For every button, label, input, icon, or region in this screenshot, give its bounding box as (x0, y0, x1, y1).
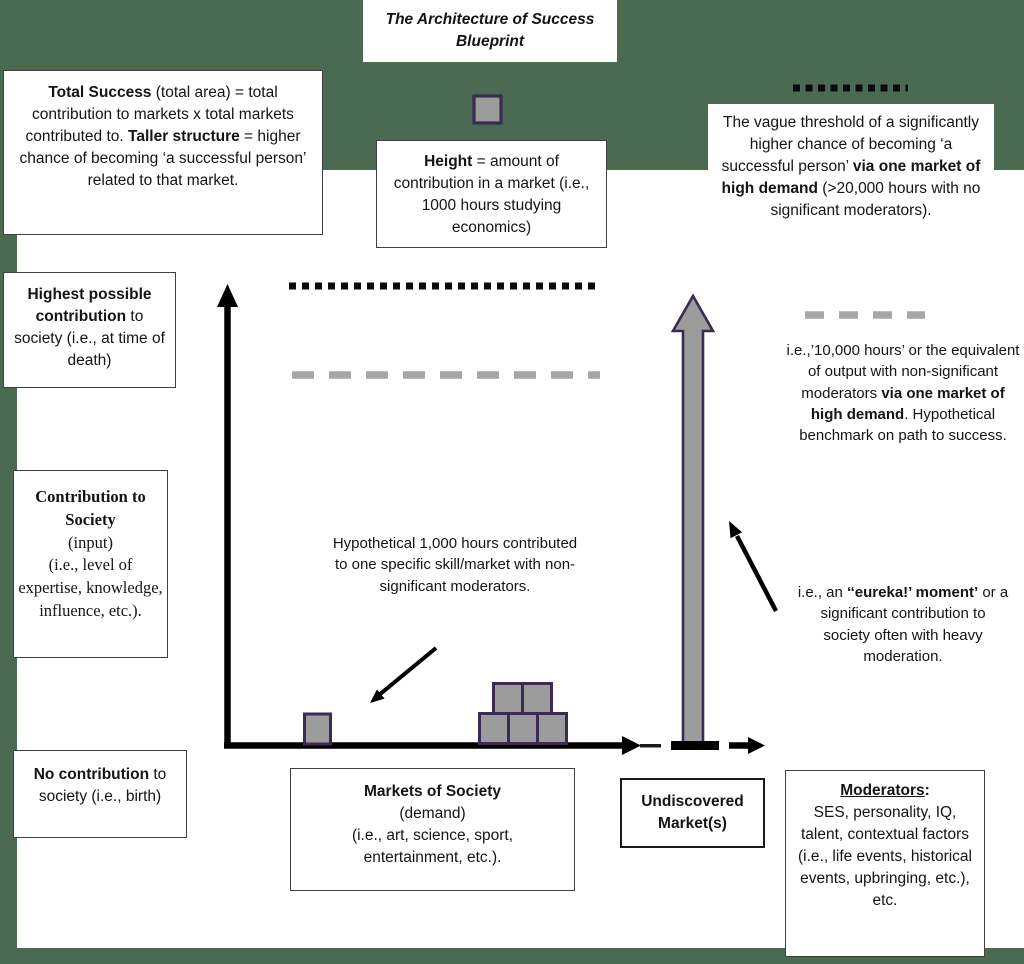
moderators-term: Moderators (840, 782, 925, 799)
eureka-pointer-arrow (737, 536, 776, 611)
height-legend-box: Height = amount of contribution in a market (i.e., 1000 hours studying economics) (376, 140, 607, 248)
contribution-society-box: Contribution to Society (input) (i.e., level of expertise, knowledge, influence, etc.). (13, 470, 168, 658)
benchmark-note: i.e.,’10,000 hours’ or the equivalent of output with non-significant moderators via one market of high demand. Hypothetical benchmark on path to success. (786, 342, 1020, 445)
single-brick (305, 714, 331, 744)
total-success-term: Total Success (48, 84, 152, 101)
taller-structure-term: Taller structure (128, 128, 240, 145)
eureka-note: i.e., an ‘‘eureka!’ moment’ or a significant contribution to society often with heavy moderation. (797, 584, 1009, 665)
stack-brick (494, 684, 523, 714)
stack-brick (509, 714, 538, 744)
y-axis-arrowhead-icon (217, 284, 238, 307)
axis-base-bar (671, 741, 719, 750)
vague-threshold-note: The vague threshold of a significantly higher chance of becoming ‘a successful person’ via one market of high demand (>20,000 hours with no significant moderators). (708, 104, 994, 256)
stack-brick (523, 684, 552, 714)
highest-contribution-box: Highest possible contribution to society (i.e., at time of death) (3, 272, 176, 388)
markets-society-box: Markets of Society (demand) (i.e., art, science, sport, entertainment, etc.). (290, 768, 575, 891)
eureka-term: ‘‘eureka!’ moment’ (847, 584, 979, 601)
hypothetical-hours-note: Hypothetical 1,000 hours contributed to one specific skill/market with non-significant moderators. (332, 535, 578, 595)
brick-pointer-arrow (379, 648, 436, 695)
x-axis-arrowhead-icon (622, 736, 641, 755)
total-success-note: Total Success (total area) = total contribution to markets x total markets contributed to. Taller structure = higher chance of becoming ‘a successful person’ related to that market. (3, 70, 323, 235)
x-axis-extension (640, 744, 661, 748)
x-axis-label: Markets of Society (364, 783, 501, 800)
high-demand-term: via one market of high demand (810, 384, 1005, 423)
title-box (363, 0, 617, 62)
legend-brick (474, 96, 501, 123)
eureka-pointer-arrowhead-icon (729, 521, 742, 538)
page-title: The Architecture of Success Blueprint (385, 11, 595, 50)
moderators-box: Moderators: SES, personality, IQ, talent, contextual factors (i.e., life events, historical events, upbringing, etc.), etc. (785, 770, 985, 957)
stack-brick (480, 714, 509, 744)
x-axis-right-arrowhead-icon (748, 737, 765, 754)
y-axis-label: Contribution to Society (35, 487, 146, 529)
stack-brick (538, 714, 567, 744)
undiscovered-markets-box: Undiscovered Market(s) (620, 778, 765, 848)
no-contribution-box: No contribution to society (i.e., birth) (13, 750, 187, 838)
big-up-arrow-icon (673, 296, 713, 744)
height-term: Height (424, 153, 473, 170)
high-demand-term: via one market of high demand (721, 158, 981, 197)
